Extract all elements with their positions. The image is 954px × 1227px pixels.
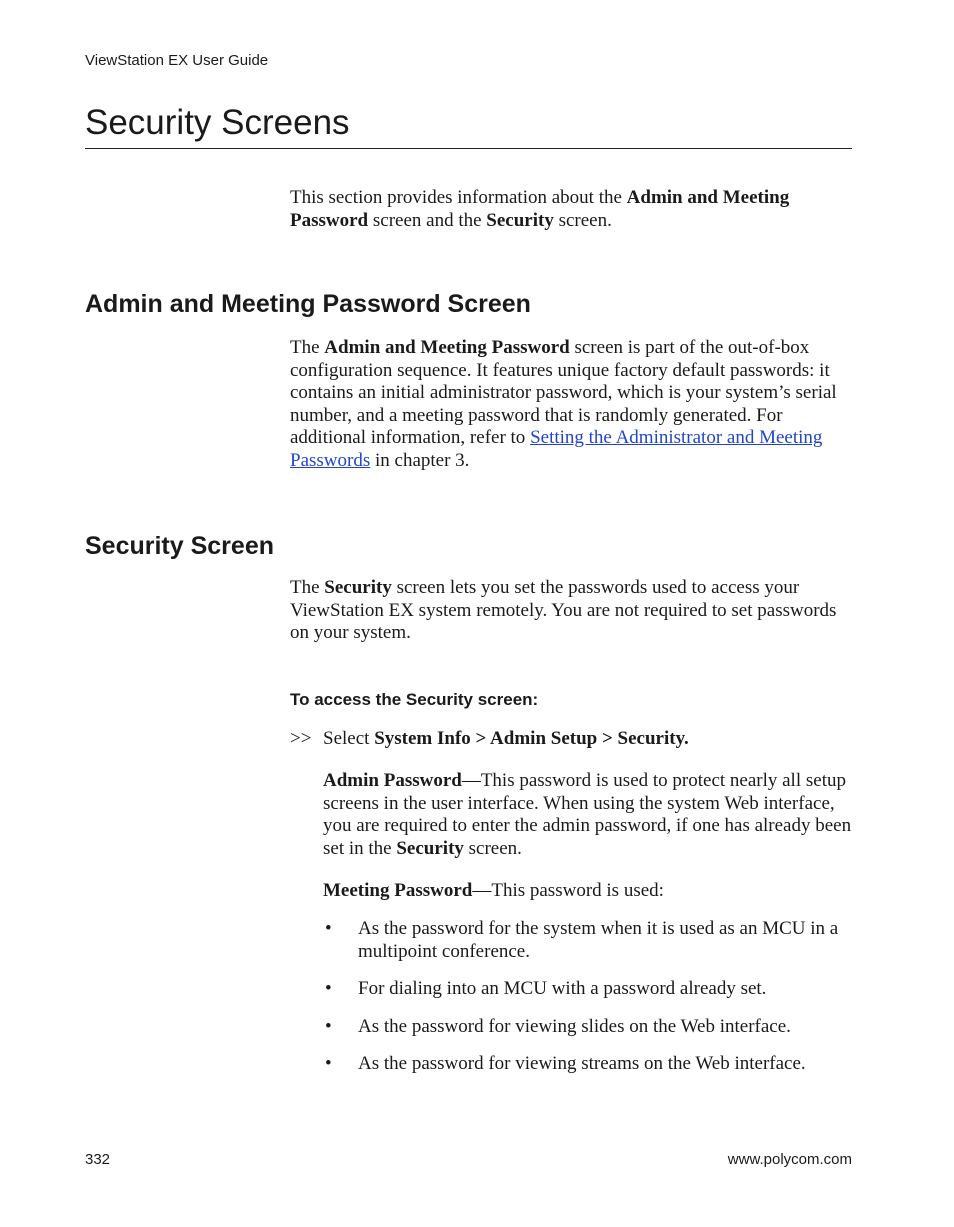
meeting-password-description: Meeting Password—This password is used: <box>323 880 664 901</box>
cross-reference-link[interactable]: Setting the Administrator and Meeting Passwords <box>290 427 823 471</box>
step-marker: >> <box>290 728 312 749</box>
bullet-glyph: • <box>325 1015 332 1037</box>
security-screen-paragraph: The Security screen lets you set the passwords used to access your ViewStation EX system remotely. You are not required to set passwords on your system. <box>290 577 837 644</box>
meeting-password-term: Meeting Password <box>323 880 473 901</box>
section-heading-security-screen: Security Screen <box>85 532 274 560</box>
admin-password-description: Admin Password—This password is used to protect nearly all setup screens in the user interface. When using the system Web interface, you are required to enter the admin password, if one has already been set in the Security screen. <box>323 770 852 859</box>
procedure-heading: To access the Security screen: <box>290 690 539 709</box>
admin-meeting-password-paragraph: The Admin and Meeting Password screen is part of the out-of-box configuration sequence. It features unique factory default passwords: it contains an initial administrator password, which is your system’s serial number, and a meeting password that is randomly generated. For additional information, refer to Setting the Administrator and Meeting Passwords in chapter 3. <box>290 337 837 471</box>
footer-url: www.polycom.com <box>727 1151 852 1168</box>
section-heading-admin-meeting-password: Admin and Meeting Password Screen <box>85 290 531 318</box>
page-title: Security Screens <box>85 103 350 142</box>
list-item: • As the password for viewing slides on the Web interface. <box>325 1015 791 1037</box>
bullet-glyph: • <box>325 1053 332 1075</box>
bullet-glyph: • <box>325 918 332 939</box>
list-item: • As the password for viewing streams on the Web interface. <box>325 1053 806 1075</box>
admin-password-term: Admin Password <box>323 770 462 791</box>
list-item: • For dialing into an MCU with a password already set. <box>325 978 767 1000</box>
meeting-password-uses-list <box>323 918 853 1076</box>
bullet-glyph: • <box>325 978 332 1000</box>
procedure-step: >> Select System Info > Admin Setup > Security. <box>290 728 689 749</box>
list-item: • As the password for the system when it is used as an MCU in a multipoint conference. <box>325 918 839 962</box>
running-header: ViewStation EX User Guide <box>85 52 269 69</box>
page-number: 332 <box>85 1151 111 1168</box>
title-rule <box>85 148 852 149</box>
menu-path: System Info > Admin Setup > Security. <box>374 728 689 749</box>
intro-paragraph: This section provides information about the Admin and Meeting Password screen and the Security screen. <box>290 187 790 231</box>
